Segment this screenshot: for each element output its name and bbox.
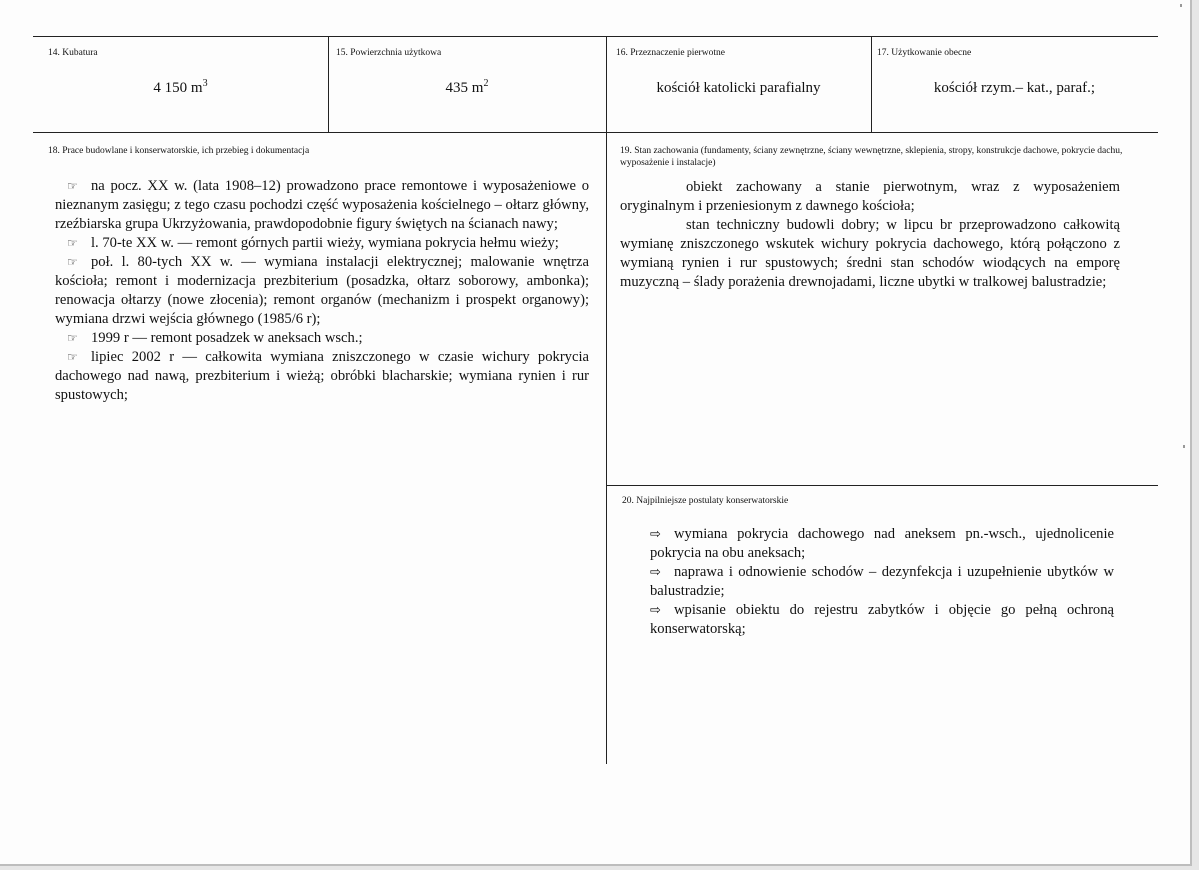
field-16-label: 16. Przeznaczenie pierwotne [616, 48, 725, 58]
field-14-value [33, 79, 328, 97]
paragraph: stan techniczny budowli dobry; w lipcu br przeprowadzono całkowitą wymianę zniszczonego wskutek wichury pokrycia dachowego, którą połączono z wymianą rynien i rur spustowych; średni stan schodów wiodących na emporę muzyczną – ślady porażenia drewnojadami, liczne ubytki w tralkowej balustradzie; [620, 217, 1120, 290]
field-18-label: 18. Prace budowlane i konserwatorskie, ich przebieg i dokumentacja [48, 146, 310, 156]
list-item [55, 234, 589, 253]
pointing-hand-icon: ☞ [67, 236, 78, 250]
margin-mark [1183, 445, 1185, 448]
pointing-hand-icon: ☞ [67, 255, 78, 269]
list-item-text: wymiana pokrycia dachowego nad aneksem pn.-wsch., ujednolicenie pokrycia na obu aneksach; [650, 526, 1114, 561]
field-17-label: 17. Użytkowanie obecne [877, 48, 972, 58]
row-divider [33, 132, 1158, 133]
field-19-label: 19. Stan zachowania (fundamenty, ściany zewnętrzne, ściany wewnętrzne, sklepienia, stropy, konstrukcje dachowe, pokrycie dachu, wyposażenie i instalacje) [620, 146, 1123, 168]
field-16-value: kościół katolicki parafialny [656, 80, 821, 96]
field-15-label: 15. Powierzchnia użytkowa [336, 48, 442, 58]
col-divider-main [606, 36, 607, 764]
corner-mark [1180, 4, 1182, 7]
outline-arrow-right-icon: ⇨ [650, 603, 661, 618]
pointing-hand-icon: ☞ [67, 331, 78, 345]
list-item [55, 329, 589, 348]
field-20-label: 20. Najpilniejsze postulaty konserwatorskie [622, 496, 789, 506]
field-19-text [620, 178, 1120, 292]
list-item [55, 348, 589, 405]
list-item [650, 525, 1114, 563]
list-item [55, 177, 589, 234]
list-item-text: lipiec 2002 r — całkowita wymiana zniszczonego w czasie wichury pokrycia dachowego nad nawą, prezbiterium i wieżą; obróbki blacharskie; wymiana rynien i rur spustowych; [55, 349, 589, 403]
field-15-unit-exponent: 2 [483, 78, 489, 89]
top-rule [33, 36, 1158, 37]
list-item-text: l. 70-te XX w. — remont górnych partii wieży, wymiana pokrycia hełmu wieży; [91, 235, 559, 251]
outline-arrow-right-icon: ⇨ [650, 565, 661, 580]
list-item-text: 1999 r — remont posadzek w aneksach wsch.; [91, 330, 363, 346]
list-item [55, 253, 589, 329]
paragraph: obiekt zachowany a stanie pierwotnym, wraz z wyposażeniem oryginalnym i przeniesionym z dawnego kościoła; [620, 179, 1120, 214]
field-17-value: kościół rzym.– kat., paraf.; [933, 80, 1096, 96]
outline-arrow-right-icon: ⇨ [650, 527, 661, 542]
list-item [650, 563, 1114, 601]
pointing-hand-icon: ☞ [67, 350, 78, 364]
section-20-divider [606, 485, 1158, 486]
field-14-label: 14. Kubatura [48, 48, 98, 58]
pointing-hand-icon: ☞ [67, 179, 78, 193]
field-18-list [55, 177, 589, 405]
list-item [650, 601, 1114, 639]
field-15-value [328, 79, 606, 97]
field-20-list [650, 525, 1114, 639]
field-15-number: 435 m [445, 80, 484, 96]
field-14-unit-exponent: 3 [202, 78, 208, 89]
list-item-text: naprawa i odnowienie schodów – dezynfekcja i uzupełnienie ubytków w balustradzie; [650, 564, 1114, 599]
list-item-text: poł. l. 80-tych XX w. — wymiana instalacji elektrycznej; malowanie wnętrza kościoła; remont i modernizacja prezbiterium (posadzka, ołtarz soborowy, ambonka); renowacja ołtarzy (nowe złocenia); remont organów (mechanizm i prospekt organowy); wymiana drzwi wejścia głównego (1985/6 r); [55, 254, 589, 327]
field-14-number: 4 150 m [153, 80, 203, 96]
list-item-text: wpisanie obiektu do rejestru zabytków i objęcie go pełną ochroną konserwatorską; [650, 602, 1114, 637]
list-item-text: na pocz. XX w. (lata 1908–12) prowadzono prace remontowe i wyposażeniowe o nieznanym zasięgu; z tego czasu pochodzi część wyposażenia kościelnego – ołtarz główny, rzeźbiarska grupa Ukrzyżowania, prawdopodobnie figury świętych na ścianach nawy; [55, 178, 589, 232]
